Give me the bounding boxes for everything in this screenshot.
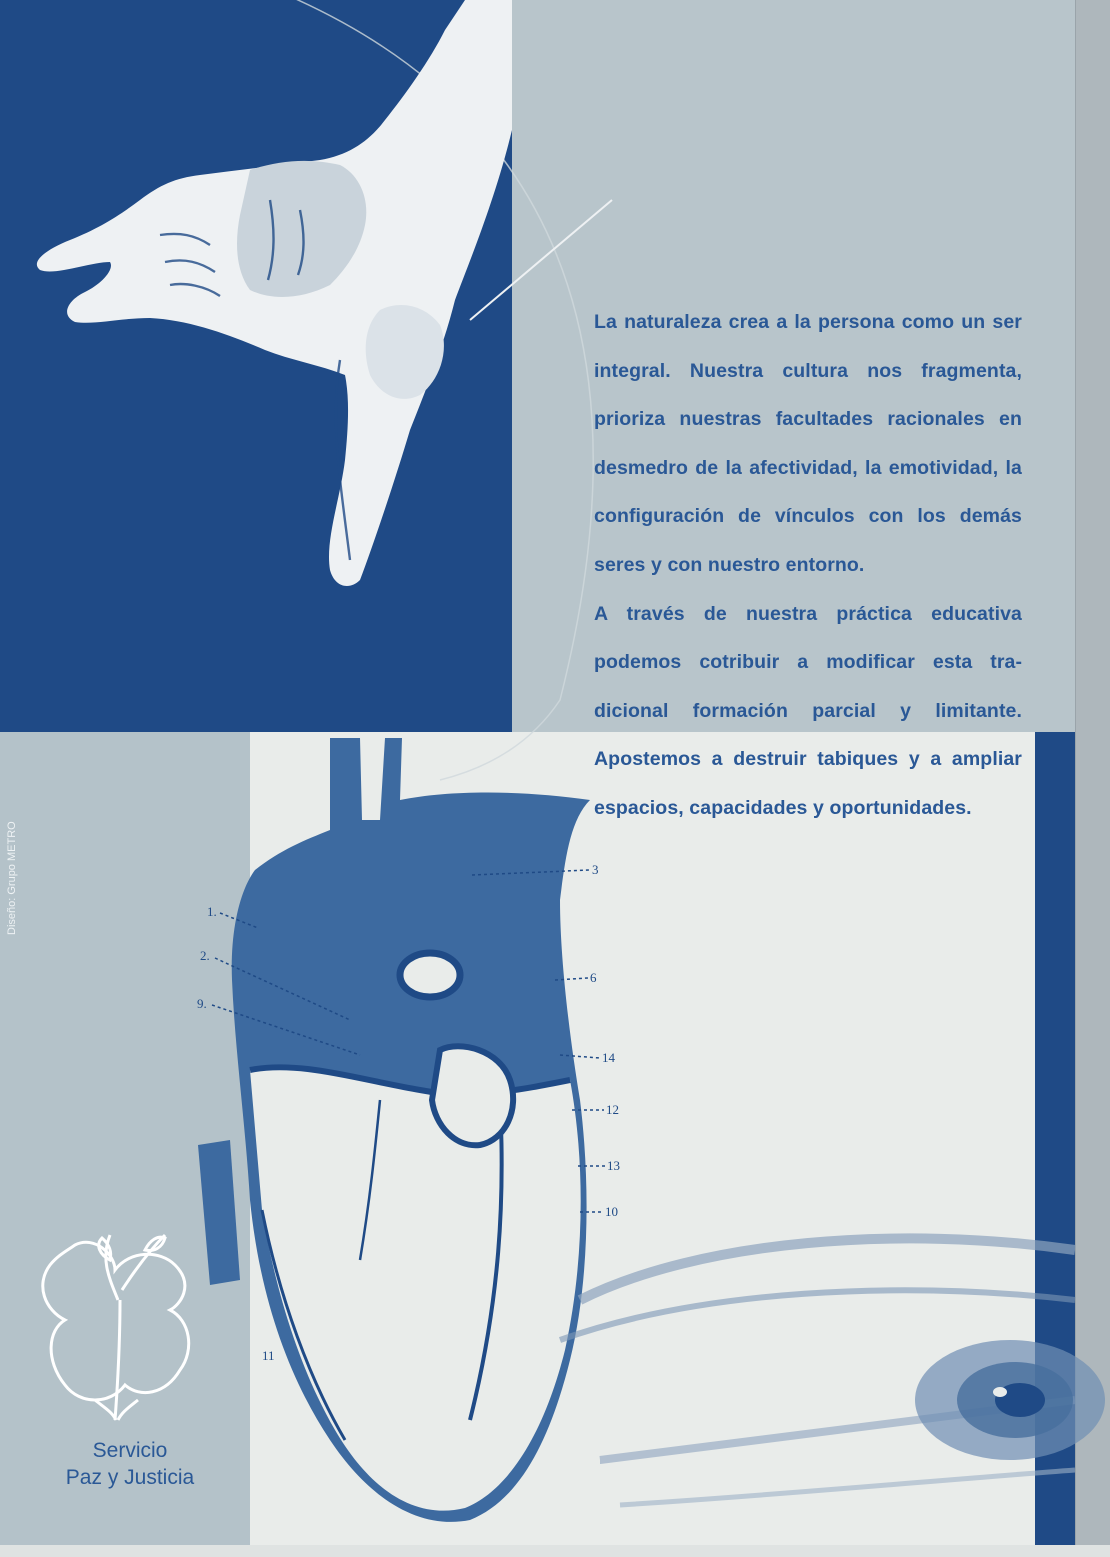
organization-name — [30, 1437, 230, 1491]
svg-text:11: 11 — [262, 1348, 275, 1363]
body-text — [594, 298, 1022, 833]
svg-text:14: 14 — [602, 1050, 615, 1065]
svg-text:10: 10 — [605, 1204, 618, 1219]
eye-illustration — [560, 1238, 1105, 1505]
paragraph-2: A través de nuestra práctica educativa podemos cotribuir a modificar esta tradicional formación parcial y limitante. Apostemos a destruir tabiques y a ampliar espacios, capacidades y oportunidades. — [594, 602, 1022, 819]
heart-anatomy-illustration — [198, 738, 590, 1522]
dove-flower-logo — [43, 1235, 189, 1420]
svg-text:12: 12 — [606, 1102, 619, 1117]
svg-text:3: 3 — [592, 862, 599, 877]
design-credit: Diseño: Grupo METRO — [6, 821, 18, 935]
svg-text:1.: 1. — [207, 904, 217, 919]
svg-text:2.: 2. — [200, 948, 210, 963]
organization-line-2: Paz y Justicia — [65, 1466, 195, 1489]
svg-text:13: 13 — [607, 1158, 620, 1173]
organization-line-1: Servicio — [92, 1439, 168, 1462]
hand-illustration — [37, 0, 512, 586]
svg-text:6: 6 — [590, 970, 597, 985]
svg-text:9.: 9. — [197, 996, 207, 1011]
paragraph-1: La naturaleza crea a la persona como un ser integral. Nuestra cultura nos fragmenta, prioriza nuestras facultades racionales en desmedro de la afectividad, la emotividad, la configuración de vínculos con los demás seres y con nuestro entorno. — [594, 311, 1022, 576]
